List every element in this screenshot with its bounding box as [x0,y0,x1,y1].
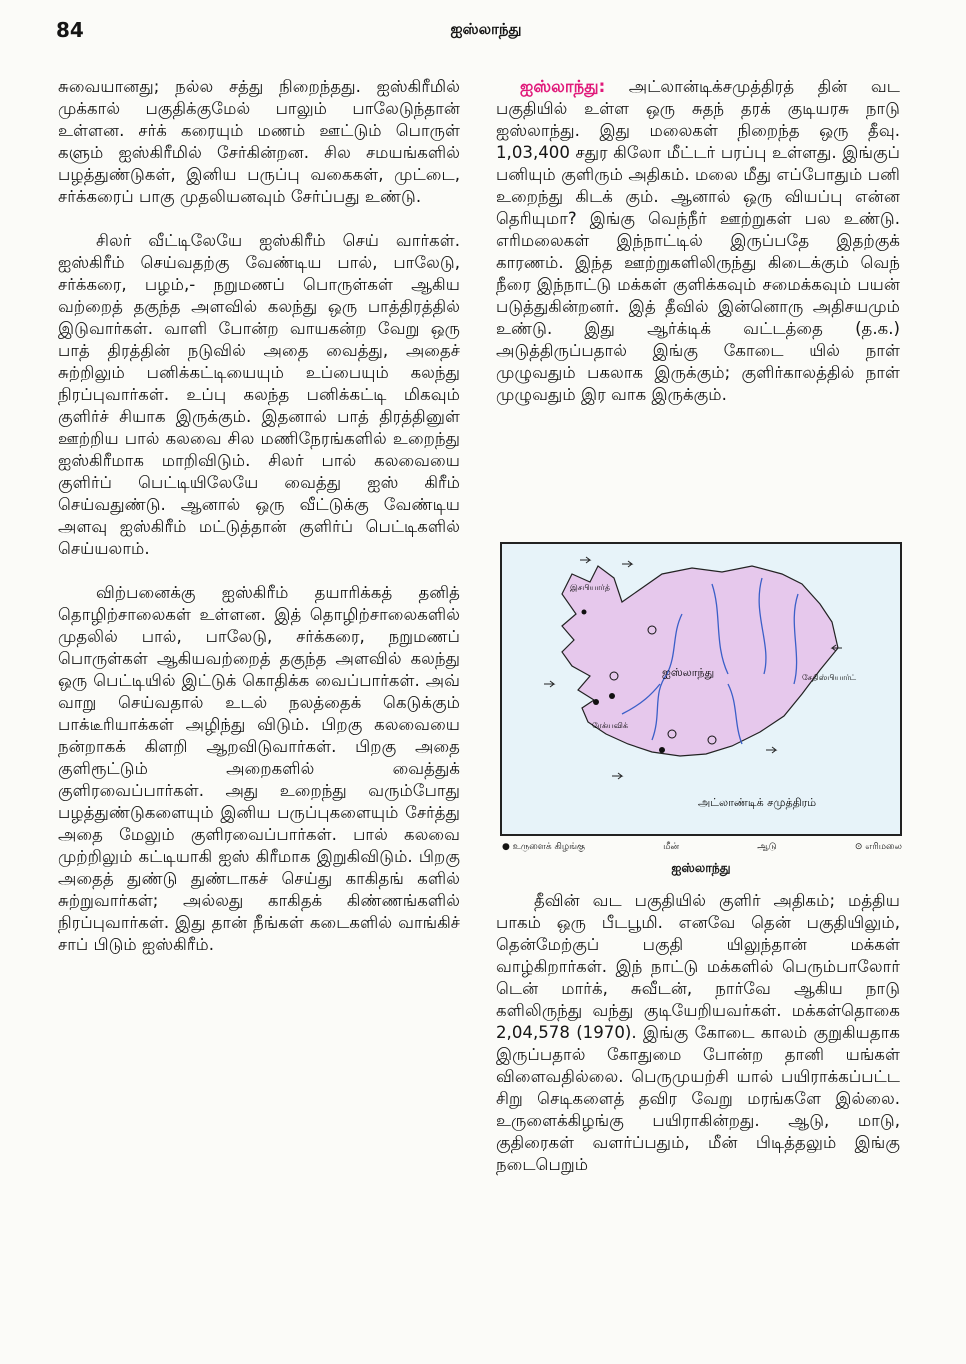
map-graphic [502,544,900,834]
page-header [56,18,916,46]
legend-item: மீன் [663,842,680,852]
map-caption: ஐஸ்லாந்து [671,860,731,875]
legend-item: ஆடு [757,842,777,852]
map-legend [502,842,902,853]
page-number: 84 [56,18,84,42]
paragraph: தீவின் வட பகுதியில் குளிர் அதிகம்; மத்திய பாகம் ஒரு பீடபூமி. எனவே தென் பகுதியிலும், தென்மேற்குப் பகுதி யிலுந்தான் மக்கள் வாழ்கிறார்கள். இந் நாட்டு மக்களில் பெரும்பாலோர் டென் மார்க், சுவீடன், நார்வே ஆகிய நாடு களிலிருந்து வந்து குடியேறியவர்கள். மக்கள்தொகை 2,04,578 (1970). இங்கு கோடை காலம் குறுகியதாக இருப்பதால் கோதுமை போன்ற தானி யங்கள் விளைவதில்லை. பெருமுயற்சி யால் பயிராக்கப்பட்ட சிறு செடிகளைத் தவிர வேறு மரங்களே இல்லை. உருளைக்கிழங்கு பயிராகின்றது. ஆடு, மாடு, குதிரைகள் வளர்ப்பதும், மீன் பிடித்தலும் இங்கு நடைபெறும் [496,891,900,1174]
paragraph: சிலர் வீட்டிலேயே ஐஸ்கிரீம் செய் வார்கள். ஐஸ்கிரீம் செய்வதற்கு வேண்டிய பால், பாலேடு, சர்க்கரை, பழம்,- நறுமணப் பொருள்கள் ஆகிய வற்றைத் தகுந்த அளவில் கலந்து ஒரு பாத்திரத்தில் இடுவார்கள். வாளி போன்ற வாயகன்ற வேறு ஒரு பாத் திரத்தின் நடுவில் அதை வைத்து, அதைச் சுற்றிலும் பனிக்கட்டியையும் உப்பையும் கலந்து நிரப்புவார்கள். உப்பு கலந்த பனிக்கட்டி மிகவும் குளிர்ச் சியாக இருக்கும். இதனால் பாத் திரத்தினுள் ஊற்றிய பால் கலவை சில மணிநேரங்களில் உறைந்து ஐஸ்கிரீமாக மாறிவிடும். சிலர் பால் கலவையை குளிர்ப் பெட்டியிலேயே வைத்து ஐஸ் கிரீம் செய்வதுண்டு. ஆனால் ஒரு வீட்டுக்கு வேண்டிய அளவு ஐஸ்கிரீம் மட்டுத்தான் குளிர்ப் பெட்டிகளில் செய்யலாம். [58,231,460,558]
legend-item: ⊙ எரிமலை [854,842,902,852]
paragraph: சுவையானது; நல்ல சத்து நிறைந்தது. ஐஸ்கிரீமில் முக்கால் பகுதிக்குமேல் பாலும் பாலேடுந்தான் உள்ளன. சர்க் கரையும் மணம் ஊட்டும் பொருள் களும் ஐஸ்கிரீமில் சேர்கின்றன. சில சமயங்களில் பழத்துண்டுகள், இனிய பருப்பு வகைகள், முட்டை, சர்க்கரைப் பாகு முதலியனவும் சேர்ப்பது உண்டு. [58,77,460,206]
map-country-label: ஐஸ்லாந்து [662,666,715,679]
iceland-map [500,542,902,836]
map-ocean-label: அட்லாண்டிக் சமுத்திரம் [698,796,817,809]
left-column [58,76,460,956]
right-column-top [496,76,900,406]
iceland-intro-paragraph [496,76,900,406]
article-heading: ஐஸ்லாந்து: [520,77,606,96]
map-place-label: சேதிஸ்பியார்ட் [802,673,857,682]
right-column-bottom [496,890,900,1176]
paragraph: விற்பனைக்கு ஐஸ்கிரீம் தயாரிக்கத் தனித் தொழிற்சாலைகள் உள்ளன. இத் தொழிற்சாலைகளில் முதலில் பால், பாலேடு, சர்க்கரை, நறுமணப் பொருள்கள் ஆகியவற்றைத் தகுந்த அளவில் கலந்து ஒரு பெட்டியில் இட்டுக் கொதிக்க வைப்பார்கள். அவ் வாறு செய்வதால் உடல் நலத்தைக் கெடுக்கும் பாக்டீரியாக்கள் அழிந்து விடும். பிறகு கலவையை நன்றாகக் கிளறி ஆறவிடுவார்கள். பிறகு அதை குளிரூட்டும் அறைகளில் வைத்துக் குளிரவைப்பார்கள். அது உறைந்து வரும்போது பழத்துண்டுகளையும் இனிய பருப்புகளையும் சேர்த்து அதை மேலும் குளிரவைப்பார்கள். பால் கலவை முற்றிலும் கட்டியாகி ஐஸ் கிரீமாக இறுகிவிடும். பிறகு அதைத் துண்டு துண்டாகச் செய்து காகிதங் களில் சுற்றுவார்கள்; அல்லது காகிதக் கிண்ணங்களில் நிரப்புவார்கள். இது தான் நீங்கள் கடைகளில் வாங்கிச் சாப் பிடும் ஐஸ்கிரீம். [58,583,460,954]
map-place-label: இசபியார்த் [570,583,610,592]
map-place-label: ரேக்யவிக் [592,721,629,730]
running-title: ஐஸ்லாந்து [450,20,522,38]
legend-item: ● உருளைக் கிழங்கு [502,842,585,852]
intro-text: அட்லான்டிக்சமுத்திரத் தின் வட பகுதியில் உள்ள ஒரு சுதந் தரக் குடியரசு நாடு ஐஸ்லாந்து. இது மலைகள் நிறைந்த ஒரு தீவு. 1,03,400 சதுர கிலோ மீட்டர் பரப்பு உள்ளது. இங்குப் பனியும் குளிரும் அதிகம். மலை மீது எப்போதும் பனி உறைந்து கிடக் கும். ஆனால் ஒரு வியப்பு என்ன தெரியுமா? இங்கு வெந்நீர் ஊற்றுகள் பல உண்டு. எரிமலைகள் இந்நாட்டில் இருப்பதே இதற்குக் காரணம். இந்த ஊற்றுகளிலிருந்து கிடைக்கும் வெந் நீரை இந்நாட்டு மக்கள் குளிக்கவும் சமைக்கவும் பயன் படுத்துகின்றனர். இத் தீவில் இன்னொரு அதிசயமும் உண்டு. இது ஆர்க்டிக் வட்டத்தை (த.க.) அடுத்திருப்பதால் இங்கு கோடை யில் நாள் முழுவதும் பகலாக இருக்கும்; குளிர்காலத்தில் நாள் முழுவதும் இர வாக இருக்கும். [496,77,900,404]
